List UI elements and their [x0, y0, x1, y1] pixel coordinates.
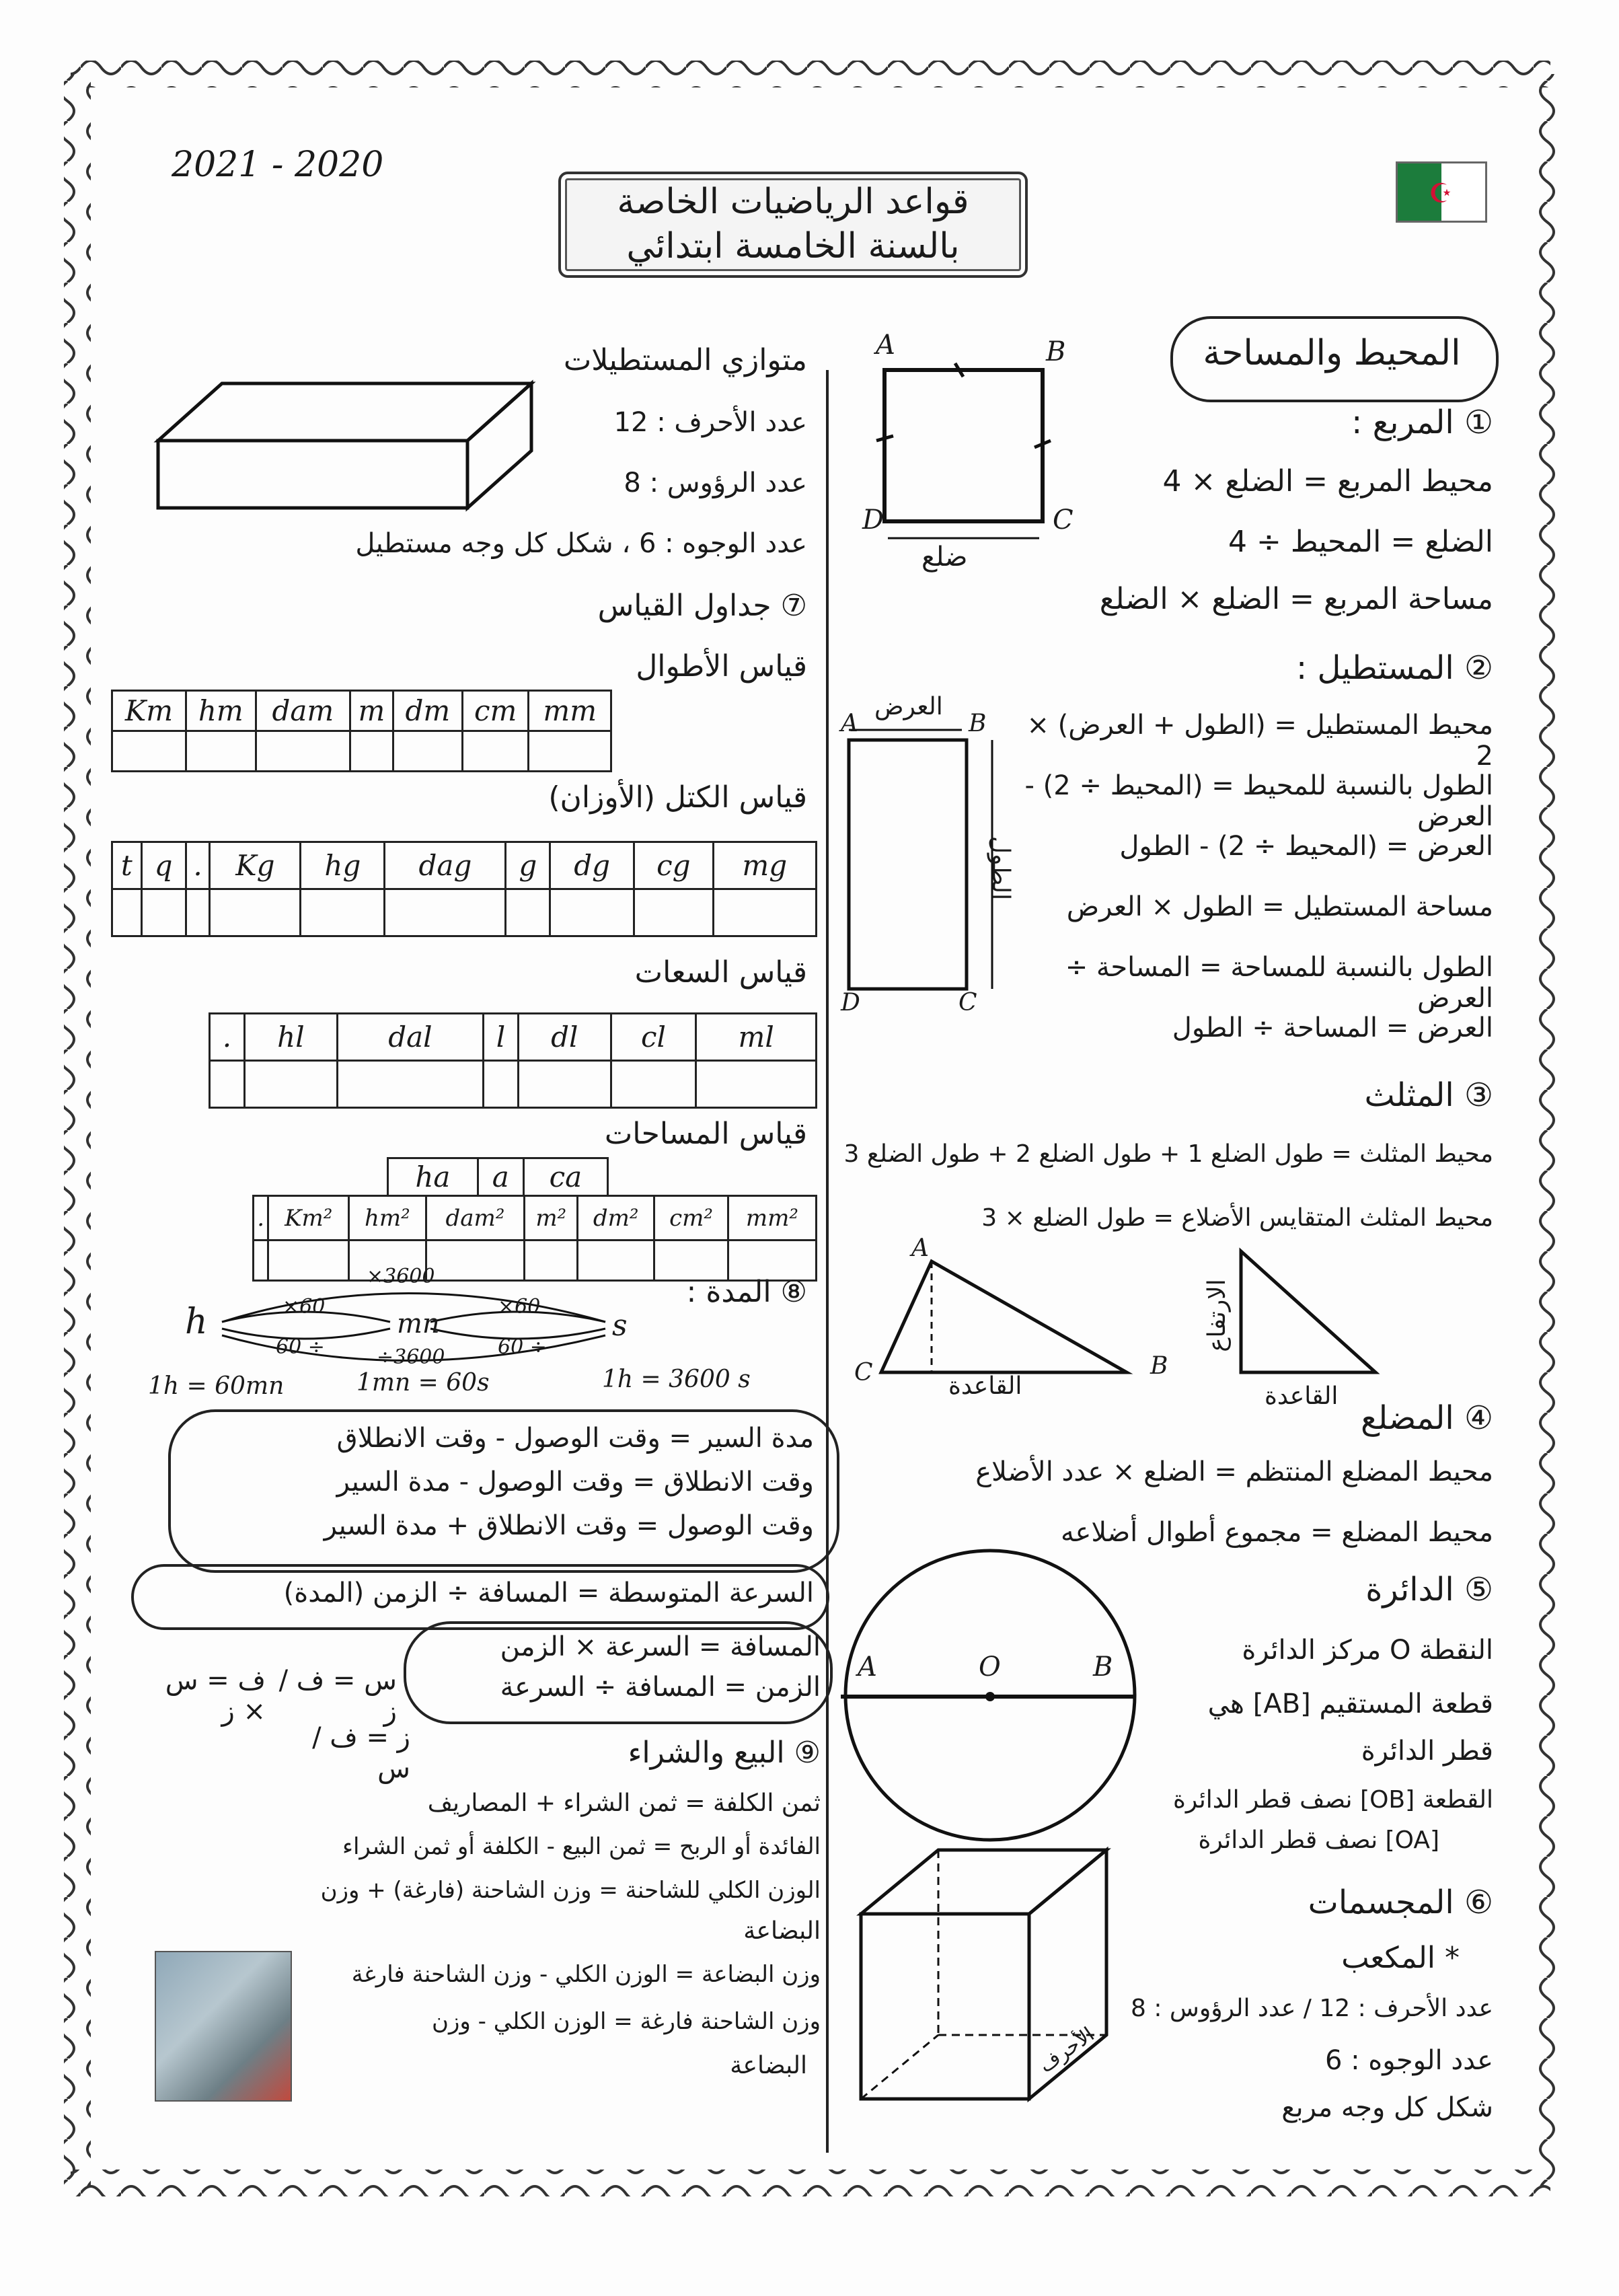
rectangle-title: ② المستطيل : [1296, 649, 1493, 687]
mass-unit: Kg [210, 842, 301, 889]
circle-title: ⑤ الدائرة [1365, 1571, 1493, 1608]
speed-line-1: السرعة المتوسطة = المسافة ÷ الزمن (المدة) [283, 1578, 814, 1608]
capacity-unit: . [210, 1014, 245, 1061]
mass-unit: cg [634, 842, 714, 889]
cuboid-diagram [158, 383, 531, 508]
triangle2-label-base: القاعدة [1265, 1382, 1339, 1410]
square-label-a: A [876, 330, 895, 361]
mass-unit: q [141, 842, 186, 889]
solids-line-3: شكل كل وجه مربع [1281, 2092, 1493, 2123]
area-unit: mm² [728, 1196, 816, 1240]
measurement-tables-title: ⑦ جداول القياس [597, 589, 807, 623]
length-unit: m [350, 691, 393, 731]
length-unit: hm [186, 691, 256, 731]
mass-unit: t [112, 842, 142, 889]
duration-title: ⑧ المدة : [686, 1275, 807, 1309]
cuboid-line-1: عدد الأحرف : 12 [613, 407, 807, 438]
area-unit: dm² [578, 1196, 654, 1240]
rectangle-label-c: C [958, 989, 977, 1016]
area-unit: Km² [268, 1196, 349, 1240]
mass-unit: . [186, 842, 210, 889]
square-label-b: B [1046, 336, 1066, 367]
rectangle-line-6: العرض = المساحة ÷ الطول [1172, 1012, 1493, 1043]
area-unit: dam² [426, 1196, 525, 1240]
square-line-1: محيط المربع = الضلع × 4 [1162, 464, 1493, 498]
rectangle-label-d: D [841, 989, 860, 1016]
rectangle-line-4: مساحة المستطيل = الطول × العرض [1066, 891, 1493, 922]
capacity-table-title: قياس السعات [634, 955, 807, 990]
area-top-unit: a [478, 1158, 523, 1196]
mass-table [111, 841, 817, 937]
cuboid-title: متوازي المستطيلات [563, 343, 807, 377]
mass-unit: dg [550, 842, 634, 889]
buying-selling-title: ⑨ البيع والشراء [628, 1736, 821, 1770]
mass-unit: mg [713, 842, 816, 889]
circle-line-4: القطعة [OB] نصف قطر الدائرة [1172, 1786, 1493, 1814]
cuboid-line-3: عدد الوجوه : 6 ، شكل كل وجه مستطيل [355, 528, 807, 559]
area-unit: m² [525, 1196, 578, 1240]
school-year: 2021 - 2020 [172, 145, 384, 185]
frame-bottom [71, 2170, 1550, 2196]
rectangle-line-1: محيط المستطيل = (الطول + العرض) × 2 [1026, 710, 1493, 772]
circle-line-1: النقطة O مركز الدائرة [1242, 1635, 1493, 1666]
crescent-star-icon: ☪ [1429, 178, 1453, 209]
triangle-line-1: محيط المثلث = طول الضلع 1 + طول الضلع 2 + طول الضلع 3 [843, 1140, 1493, 1168]
buying-line-5: وزن البضاعة = الوزن الكلي - وزن الشاحنة فارغة [351, 1961, 821, 1988]
page-title-line2: بالسنة الخامسة ابتدائي [626, 226, 960, 266]
rectangle-line-3: العرض = (المحيط ÷ 2) - الطول [1119, 831, 1493, 862]
length-unit: cm [463, 691, 529, 731]
buying-line-6: وزن الشاحنة فارغة = الوزن الكلي - وزن [432, 2008, 821, 2035]
cube-edge-label: الأحرف [1034, 2022, 1099, 2078]
area-top-unit: ca [523, 1158, 607, 1196]
duration-s: s [612, 1308, 628, 1343]
duration-x60-b: ×60 [498, 1295, 541, 1319]
duration-eq-2: 1mn = 60s [356, 1369, 490, 1397]
solids-cube-label: * المكعب [1341, 1941, 1460, 1975]
solids-line-2: عدد الوجوه : 6 [1324, 2045, 1493, 2076]
circle-line-3: قطر الدائرة [1361, 1736, 1493, 1767]
duration-div3600: ÷3600 [377, 1345, 445, 1369]
speed-line-2: المسافة = السرعة × الزمن [500, 1631, 821, 1662]
triangle-label-a: A [911, 1234, 929, 1262]
rectangle-label-length: الطول [987, 836, 1015, 901]
square-label-d: D [862, 505, 884, 535]
length-table [111, 690, 612, 772]
triangle-label-b: B [1150, 1352, 1168, 1380]
rectangle-label-a: A [841, 710, 858, 737]
duration-line-1: مدة السير = وقت الوصول - وقت الانطلاق [336, 1423, 814, 1454]
triangle-label-height: الارتفاع [1203, 1279, 1231, 1352]
speed-formula-1: س = ف / ز [278, 1665, 397, 1727]
cuboid-line-2: عدد الرؤوس : 8 [624, 468, 807, 498]
area-unit: . [254, 1196, 268, 1240]
capacity-unit: cl [611, 1014, 696, 1061]
triangle-diagram [881, 1251, 1376, 1372]
rectangle-label-b: B [969, 710, 987, 737]
mass-table-title: قياس الكتل (الأوزان) [548, 780, 807, 815]
square-line-3: مساحة المربع = الضلع × الضلع [1099, 582, 1493, 616]
square-label-side: ضلع [921, 542, 968, 572]
area-unit: hm² [349, 1196, 426, 1240]
mass-unit: hg [301, 842, 385, 889]
frame-top [71, 61, 1550, 87]
duration-line-2: وقت الانطلاق = وقت الوصول - مدة السير [336, 1467, 814, 1497]
decorative-photo [155, 1951, 292, 2102]
length-unit: dm [393, 691, 462, 731]
circle-label-b: B [1093, 1652, 1113, 1682]
duration-x3600: ×3600 [367, 1265, 435, 1288]
mass-unit: dag [385, 842, 506, 889]
speed-line-3: الزمن = المسافة ÷ السرعة [500, 1672, 821, 1703]
duration-line-3: وقت الوصول = وقت الانطلاق + مدة السير [324, 1510, 814, 1541]
area-unit: cm² [654, 1196, 728, 1240]
solids-title: ⑥ المجسمات [1308, 1884, 1493, 1921]
duration-mn: mn [397, 1308, 440, 1339]
capacity-table [209, 1012, 817, 1109]
circle-label-a: A [858, 1652, 877, 1682]
capacity-unit: hl [244, 1014, 337, 1061]
length-table-title: قياس الأطوال [636, 649, 807, 683]
buying-line-3: الوزن الكلي للشاحنة = وزن الشاحنة (فارغة) + وزن [320, 1877, 821, 1904]
duration-eq-1: 1h = 60mn [148, 1372, 285, 1400]
circle-label-o: O [979, 1652, 1001, 1682]
triangle-label-c: C [854, 1359, 873, 1386]
mass-unit: g [506, 842, 550, 889]
circle-line-5: [OA] نصف قطر الدائرة [1198, 1826, 1439, 1854]
square-label-c: C [1053, 505, 1074, 535]
area-table-title: قياس المساحات [604, 1117, 807, 1151]
algeria-flag [1396, 161, 1487, 223]
frame-right [1534, 74, 1560, 2186]
rectangle-label-width: العرض [874, 693, 943, 720]
duration-h: h [185, 1302, 208, 1342]
capacity-unit: dl [519, 1014, 611, 1061]
duration-div60-b: 60 ÷ [498, 1335, 547, 1359]
rectangle-line-5: الطول بالنسبة للمساحة = المساحة ÷ العرض [1065, 952, 1493, 1014]
triangle-title: ③ المثلث [1364, 1076, 1493, 1114]
rectangle-line-2: الطول بالنسبة للمحيط = (المحيط ÷ 2) - العرض [1024, 770, 1493, 832]
polygon-title: ④ المضلع [1360, 1399, 1493, 1437]
length-unit: dam [256, 691, 350, 731]
buying-line-4: البضاعة [743, 1917, 821, 1945]
triangle-line-2: محيط المثلث المتقايس الأضلاع = طول الضلع × 3 [981, 1204, 1493, 1232]
square-title: ① المربع : [1351, 404, 1493, 441]
perimeter-area-heading: المحيط والمساحة [1203, 333, 1461, 373]
page-title-line1: قواعد الرياضيات الخاصة [617, 182, 969, 222]
square-line-2: الضلع = المحيط ÷ 4 [1228, 525, 1493, 559]
frame-left [64, 74, 91, 2186]
polygon-line-1: محيط المضلع المنتظم = الضلع × عدد الأضلاع [975, 1456, 1493, 1487]
page-title-scroll [558, 172, 1028, 278]
solids-line-1: عدد الأحرف : 12 / عدد الرؤوس : 8 [1131, 1995, 1493, 2022]
buying-line-1: ثمن الكلفة = ثمن الشراء + المصاريف [427, 1789, 821, 1817]
speed-formula-3: ز = ف / س [312, 1722, 410, 1784]
capacity-unit: dal [337, 1014, 483, 1061]
triangle-label-base: القاعدة [948, 1372, 1022, 1400]
polygon-line-2: محيط المضلع = مجموع أطوال أضلاعه [1061, 1517, 1493, 1548]
circle-line-2: قطعة المستقيم [AB] هي [1207, 1689, 1493, 1719]
capacity-unit: l [483, 1014, 518, 1061]
area-table [252, 1195, 817, 1282]
area-top-unit: ha [388, 1158, 478, 1196]
square-diagram [876, 363, 1051, 538]
area-top-units [387, 1157, 609, 1197]
capacity-unit: ml [696, 1014, 817, 1061]
length-unit: mm [529, 691, 611, 731]
speed-formula-2: ف = س × ز [165, 1665, 266, 1727]
duration-eq-3: 1h = 3600 s [602, 1366, 751, 1393]
duration-x60-a: ×60 [283, 1295, 326, 1319]
rectangle-diagram [849, 730, 992, 989]
buying-line-2: الفائدة أو الربح = ثمن البيع - الكلفة أو ثمن الشراء [342, 1833, 821, 1860]
duration-div60-a: 60 ÷ [276, 1335, 325, 1359]
buying-line-7: البضاعة [730, 2052, 807, 2079]
length-unit: Km [112, 691, 186, 731]
